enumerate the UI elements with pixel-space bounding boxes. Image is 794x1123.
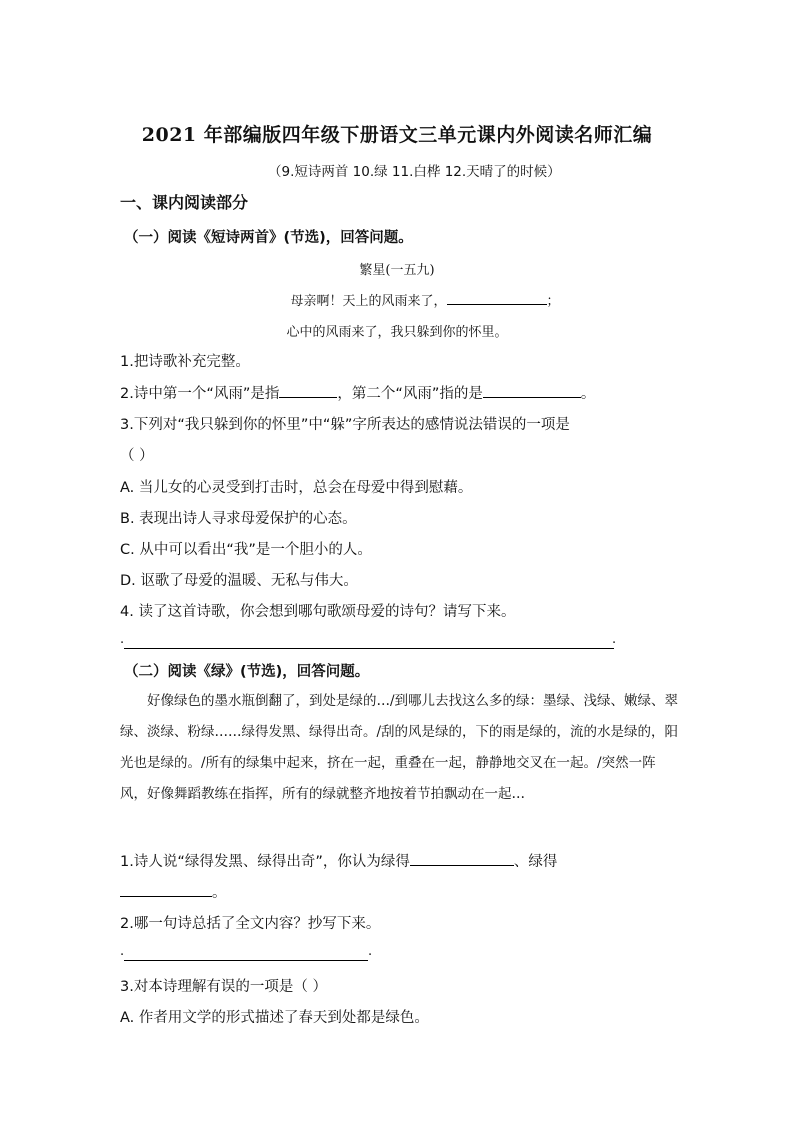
poem-line-1-end: ；: [546, 294, 560, 309]
answer-blank-1[interactable]: [279, 383, 337, 398]
answer-blank-3[interactable]: [410, 851, 514, 866]
answer-blank-2[interactable]: [483, 383, 581, 398]
question-2-3: 3.对本诗理解有误的一项是（ ）: [120, 979, 327, 995]
question-2-1-cont: [120, 881, 227, 902]
page-title: 2021 年部编版四年级下册语文三单元课内外阅读名师汇编: [141, 124, 653, 146]
question-1-2-end: 。: [580, 386, 596, 402]
option-a: A. 当儿女的心灵受到打击时，总会在母爱中得到慰藉。: [120, 480, 473, 496]
answer-line-dot-left: .: [120, 632, 125, 647]
question-2-1-text: 1.诗人说“绿得发黑、绿得出奇”，你认为绿得: [120, 854, 410, 870]
poem-line-1: [0, 290, 794, 309]
section-heading-1: 一、课内阅读部分: [120, 193, 249, 212]
question-1-2: [120, 382, 595, 403]
question-1-1: 1.把诗歌补充完整。: [120, 354, 250, 370]
answer-line-2-2[interactable]: [124, 960, 368, 961]
question-1-2-text: 2.诗中第一个“风雨”是指: [120, 386, 280, 402]
part2-heading: （二）阅读《绿》(节选)，回答问题。: [124, 664, 370, 680]
answer-line-dot-right: .: [612, 632, 617, 647]
answer-line-2-dot-right: .: [368, 944, 373, 959]
answer-blank-4[interactable]: [120, 882, 212, 897]
answer-line-1-4[interactable]: [124, 648, 614, 649]
question-2-1-middle: 、绿得: [513, 854, 558, 870]
passage-paragraph: 好像绿色的墨水瓶倒翻了，到处是绿的…/到哪儿去找这么多的绿：墨绿、浅绿、嫩绿、翠绿、淡绿、粉绿……绿得发黑、绿得出奇。/刮的风是绿的，下的雨是绿的，流的水是绿的，阳光也是绿的。/所有的绿集中起来，挤在一起，重叠在一起，静静地交叉在一起。/突然一阵风，好像舞蹈教练在指挥，所有的绿就整齐地按着节拍飘动在一起…: [120, 693, 679, 802]
poem-line-2: 心中的风雨来了，我只躲到你的怀里。: [286, 325, 508, 340]
option-d: D. 讴歌了母爱的温暖、无私与伟大。: [120, 573, 358, 589]
question-1-3-paren: （ ）: [120, 448, 154, 464]
option-c: C. 从中可以看出“我”是一个胆小的人。: [120, 542, 372, 558]
poem-line-1-text: 母亲啊！天上的风雨来了，: [290, 294, 447, 309]
question-1-3: 3.下列对“我只躲到你的怀里”中“躲”字所表达的感情说法错误的一项是: [120, 417, 570, 433]
option-b: B. 表现出诗人寻求母爱保护的心态。: [120, 511, 357, 527]
question-2-2: 2.哪一句诗总括了全文内容？抄写下来。: [120, 916, 381, 932]
question-1-4: 4. 读了这首诗歌，你会想到哪句歌颂母爱的诗句？请写下来。: [120, 604, 516, 620]
question-1-2-middle: ，第二个“风雨”指的是: [337, 386, 483, 402]
answer-line-2-dot-left: .: [120, 944, 125, 959]
question-2-1: [120, 850, 557, 871]
part1-heading: （一）阅读《短诗两首》(节选)，回答问题。: [124, 230, 413, 246]
page-subtitle: （9.短诗两首 10.绿 11.白桦 12.天晴了的时候）: [268, 164, 561, 180]
option-2-a: A. 作者用文学的形式描述了春天到处都是绿色。: [120, 1010, 429, 1026]
poem-title: 繁星(一五九): [359, 263, 435, 278]
question-2-1-end: 。: [212, 885, 227, 901]
poem-blank[interactable]: [447, 290, 547, 305]
